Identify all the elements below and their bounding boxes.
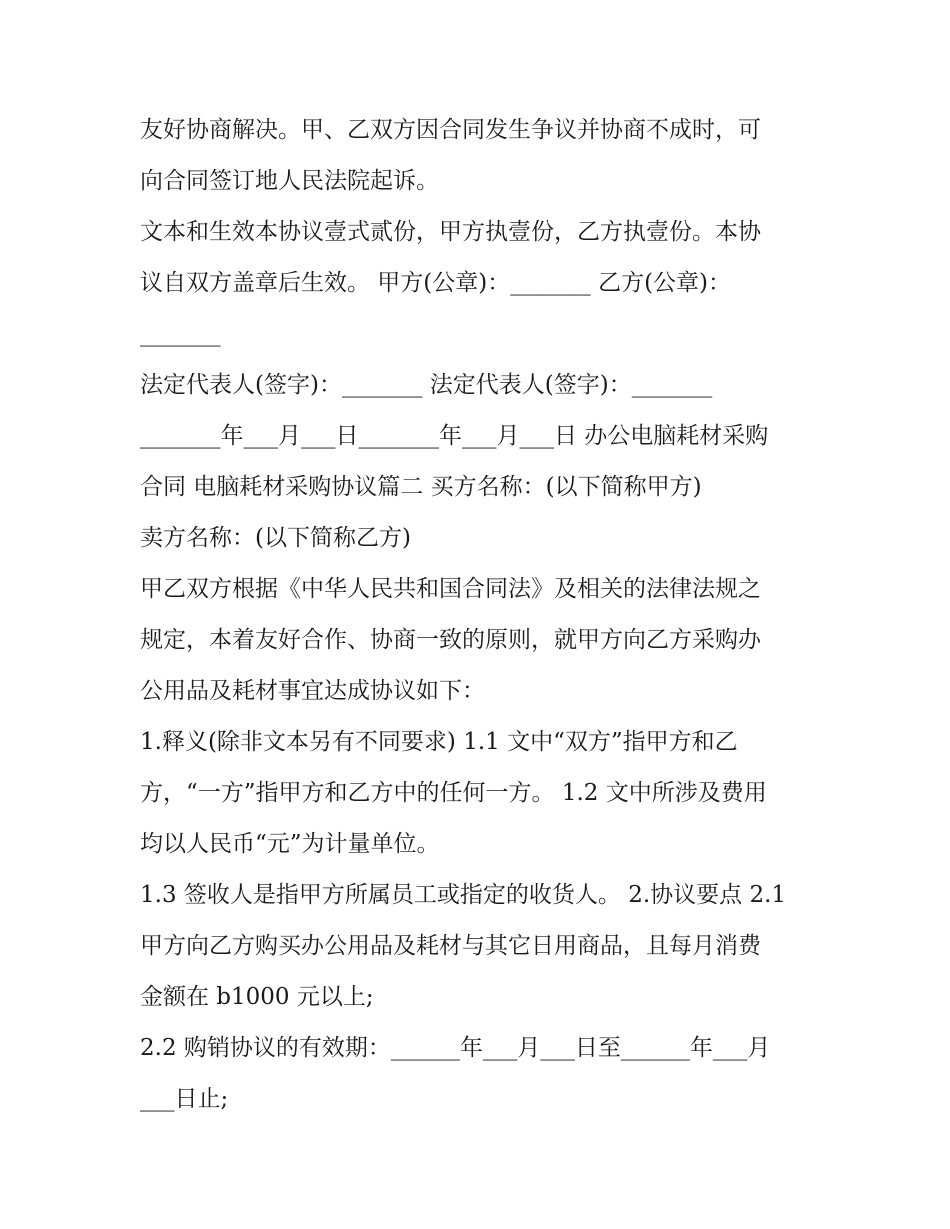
text-line: 卖方名称：(以下简称乙方) [140,525,411,551]
text-line: _______年___月___日_______年___月___日 办公电脑耗材采购 [140,423,769,449]
text-line: 法定代表人(签字)：_______ 法定代表人(签字)：_______ [140,372,713,398]
text-line: 合同 电脑耗材采购协议篇二 买方名称：(以下简称甲方) [140,474,702,500]
text-line: 方，“一方”指甲方和乙方中的任何一方。 1.2 文中所涉及费用 [140,780,767,806]
text-line: 文本和生效本协议壹式贰份，甲方执壹份，乙方执壹份。本协 [140,219,761,245]
text-line: 甲方向乙方购买办公用品及耗材与其它日用商品，且每月消费 [140,933,761,959]
text-line: 友好协商解决。甲、乙双方因合同发生争议并协商不成时，可 [140,117,761,143]
text-line: ___日止; [140,1086,229,1112]
document-page [140,105,820,1125]
text-line: 规定，本着友好合作、协商一致的原则，就甲方向乙方采购办 [140,627,761,653]
text-line: 向合同签订地人民法院起诉。 [140,168,439,194]
text-line: 议自双方盖章后生效。 甲方(公章)：_______ 乙方(公章)： [140,270,732,296]
text-line: 均以人民币“元”为计量单位。 [140,831,440,857]
text-line: 金额在 b1000 元以上; [140,984,374,1010]
text-line: 1.释义(除非文本另有不同要求) 1.1 文中“双方”指甲方和乙 [140,729,738,755]
text-line: 公用品及耗材事宜达成协议如下： [140,678,485,704]
text-line: 甲乙双方根据《中华人民共和国合同法》及相关的法律法规之 [140,576,761,602]
text-line: 1.3 签收人是指甲方所属员工或指定的收货人。 2.协议要点 2.1 [140,882,787,908]
text-line: _______ [140,321,221,347]
text-line: 2.2 购销协议的有效期：______年___月___日至______年___月 [140,1035,771,1061]
